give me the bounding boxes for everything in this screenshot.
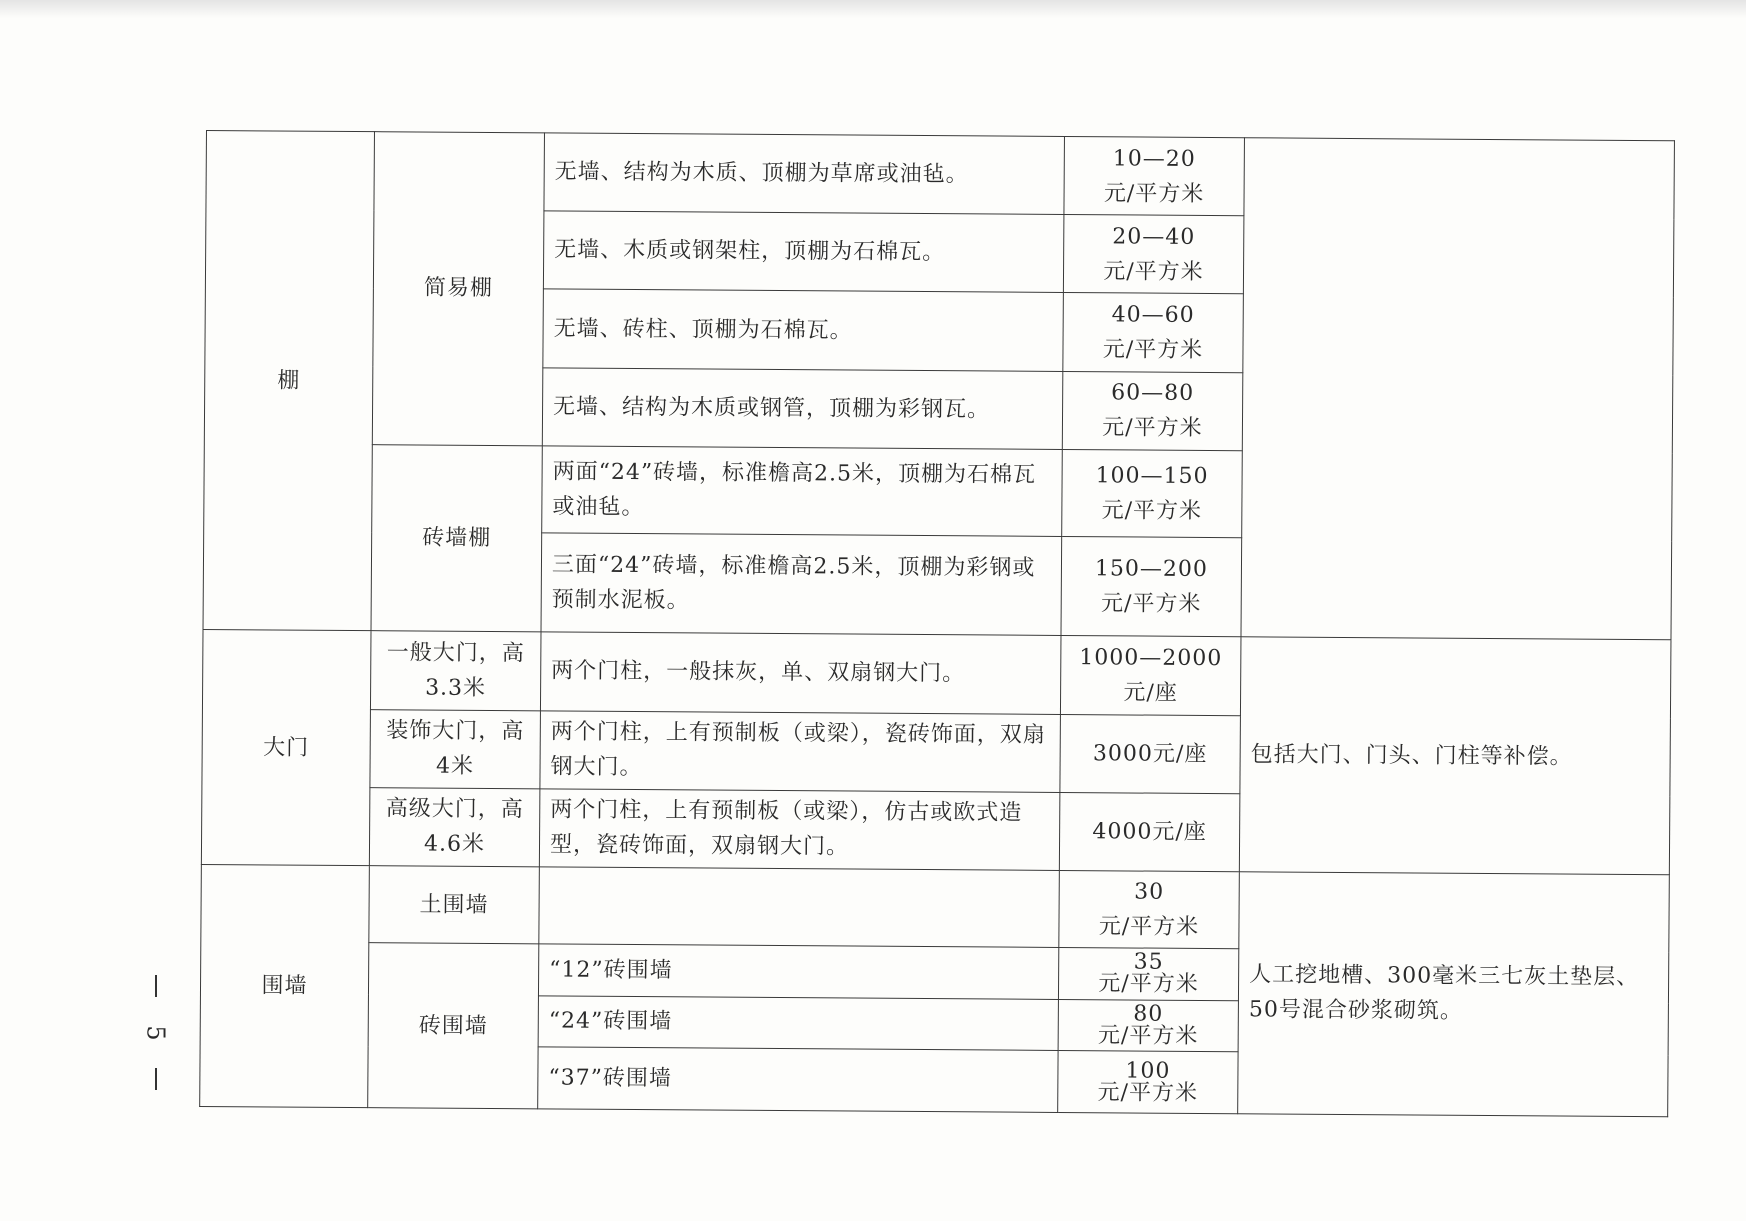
page-number-dash-bottom <box>155 1068 157 1090</box>
subcategory-brick-wall: 砖围墙 <box>368 943 539 1109</box>
note-cell-empty <box>1241 138 1674 640</box>
description-cell: 两个门柱，一般抹灰，单、双扇钢大门。 <box>540 632 1061 714</box>
price-cell: 80 元/平方米 <box>1058 999 1238 1052</box>
price-cell: 10—20 元/平方米 <box>1064 136 1245 215</box>
subcategory-simple-shed: 简易棚 <box>372 132 544 446</box>
description-cell: 三面“24”砖墙，标准檐高2.5米，顶棚为彩钢或预制水泥板。 <box>541 533 1062 635</box>
description-cell: 无墙、木质或钢架柱，顶棚为石棉瓦。 <box>543 211 1064 293</box>
gate-type-cell: 一般大门，高3.3米 <box>370 631 541 710</box>
description-cell-empty <box>539 867 1060 948</box>
page-number <box>126 975 186 1090</box>
table-row <box>202 630 1671 718</box>
price-cell: 4000元/座 <box>1059 792 1240 871</box>
category-wall: 围墙 <box>200 864 370 1107</box>
subcategory-earth-wall: 土围墙 <box>369 866 540 944</box>
price-cell: 40—60 元/平方米 <box>1063 293 1244 372</box>
price-cell: 1000—2000 元/座 <box>1060 636 1241 715</box>
description-cell: “37”砖围墙 <box>538 1047 1058 1113</box>
description-cell: 两面“24”砖墙，标准檐高2.5米，顶棚为石棉瓦或油毡。 <box>542 446 1063 537</box>
price-cell: 150—200 元/平方米 <box>1061 537 1242 637</box>
description-cell: “12”砖围墙 <box>538 944 1058 999</box>
price-cell: 100—150 元/平方米 <box>1062 449 1243 538</box>
page-number-dash-top <box>155 975 157 997</box>
price-cell: 100 元/平方米 <box>1058 1051 1238 1114</box>
description-cell: 无墙、结构为木质、顶棚为草席或油毡。 <box>544 133 1065 215</box>
price-cell: 3000元/座 <box>1060 714 1241 793</box>
description-cell: “24”砖围墙 <box>538 995 1058 1050</box>
category-shed: 棚 <box>203 131 374 631</box>
description-cell: 两个门柱，上有预制板（或梁），仿古或欧式造型，瓷砖饰面，双扇钢大门。 <box>539 789 1060 871</box>
price-cell: 60—80 元/平方米 <box>1062 371 1243 450</box>
category-gate: 大门 <box>201 630 371 866</box>
gate-type-cell: 高级大门，高4.6米 <box>369 787 540 866</box>
gate-type-cell: 装饰大门，高4米 <box>370 709 541 788</box>
description-cell: 无墙、结构为木质或钢管，顶棚为彩钢瓦。 <box>542 368 1063 450</box>
description-cell: 无墙、砖柱、顶棚为石棉瓦。 <box>543 289 1064 371</box>
gate-note-cell: 包括大门、门头、门柱等补偿。 <box>1239 637 1671 875</box>
wall-note-cell: 人工挖地槽、300毫米三七灰土垫层、50号混合砂浆砌筑。 <box>1238 872 1670 1117</box>
price-cell: 20—40 元/平方米 <box>1063 215 1244 294</box>
scan-edge <box>0 0 1746 18</box>
page-number-value: 5 <box>142 1024 170 1041</box>
compensation-table <box>199 130 1675 1117</box>
table-row <box>206 131 1675 219</box>
description-cell: 两个门柱，上有预制板（或梁），瓷砖饰面，双扇钢大门。 <box>540 710 1061 792</box>
subcategory-brick-shed: 砖墙棚 <box>371 445 542 633</box>
price-cell: 35 元/平方米 <box>1058 948 1238 1001</box>
price-cell: 30 元/平方米 <box>1059 870 1240 948</box>
table-row <box>201 864 1670 951</box>
